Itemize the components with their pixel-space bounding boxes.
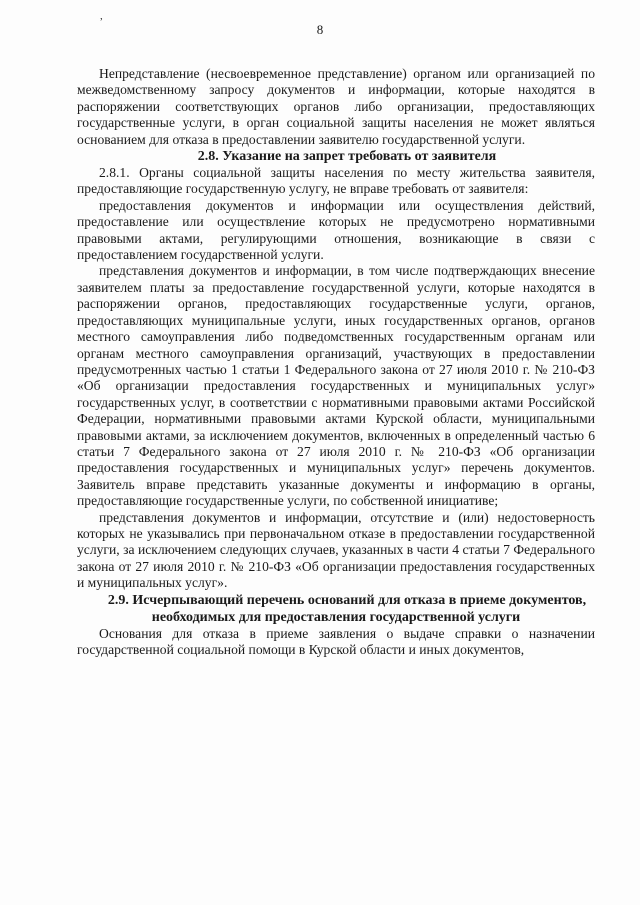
paragraph-no-extra-documents: предоставления документов и информации или осуществления действий, предоставление или осуществление которых не предусмотрено нормативными правовыми актами, регулирующими отношения, возникающие в связи с предоставлением государственной услуги. <box>77 197 595 263</box>
document-body <box>77 66 595 658</box>
paragraph-2-8-1: 2.8.1. Органы социальной защиты населения по месту жительства заявителя, предоставляющие государственную услугу, не вправе требовать от заявителя: <box>77 165 595 197</box>
section-heading-2-8: 2.8. Указание на запрет требовать от заявителя <box>197 149 497 165</box>
paragraph-documents-in-possession: представления документов и информации, в том числе подтверждающих внесение заявителем платы за предоставление государственной услуги, которые находятся в распоряжении органов, предоставляющих государственные услуги, органов, предоставляющих муниципальные услуги, иных государственных органов, органов местного самоуправления либо подведомственных государственным органам или органам местного самоуправления организаций, участвующих в предоставлении предусмотренных частью 1 статьи 1 Федерального закона от 27 июля 2010 г. № 210-ФЗ «Об организации предоставления государственных и муниципальных услуг» государственных услуг, в соответствии с нормативными правовыми актами Российской Федерации, нормативными правовыми актами Курской области, муниципальными правовыми актами, за исключением документов, включенных в определенный частью 6 статьи 7 Федерального закона от 27 июля 2010 г. № 210-ФЗ «Об организации предоставления государственных и муниципальных услуг» перечень документов. Заявитель вправе представить указанные документы и информацию в органы, предоставляющие государственные услуги, по собственной инициативе; <box>77 263 595 509</box>
paragraph-grounds-refusal: Основания для отказа в приеме заявления о выдаче справки о назначении государственной социальной помощи в Курской области и иных документов, <box>77 625 595 657</box>
paragraph-nonsubmission: Непредставление (несвоевременное представление) органом или организацией по межведомственному запросу документов и информации, которые находятся в распоряжении соответствующих органов либо организации, предоставляющих государственные услуги, в орган социальной защиты населения не может являться основанием для отказа в предоставлении заявителю государственной услуги. <box>77 66 595 147</box>
paragraph-initial-refusal: представления документов и информации, отсутствие и (или) недостоверность которых не указывались при первоначальном отказе в предоставлении государственной услуги, за исключением следующих случаев, указанных в части 4 статьи 7 Федерального закона от 27 июля 2010 г. № 210-ФЗ «Об организации предоставления государственных и муниципальных услуг». <box>77 509 595 591</box>
page-number: 8 <box>316 22 324 37</box>
scan-mark: , <box>100 10 103 22</box>
section-heading-2-9: 2.9. Исчерпывающий перечень оснований для отказа в приеме документов, необходимых для предоставления государственной услуги <box>107 592 587 625</box>
